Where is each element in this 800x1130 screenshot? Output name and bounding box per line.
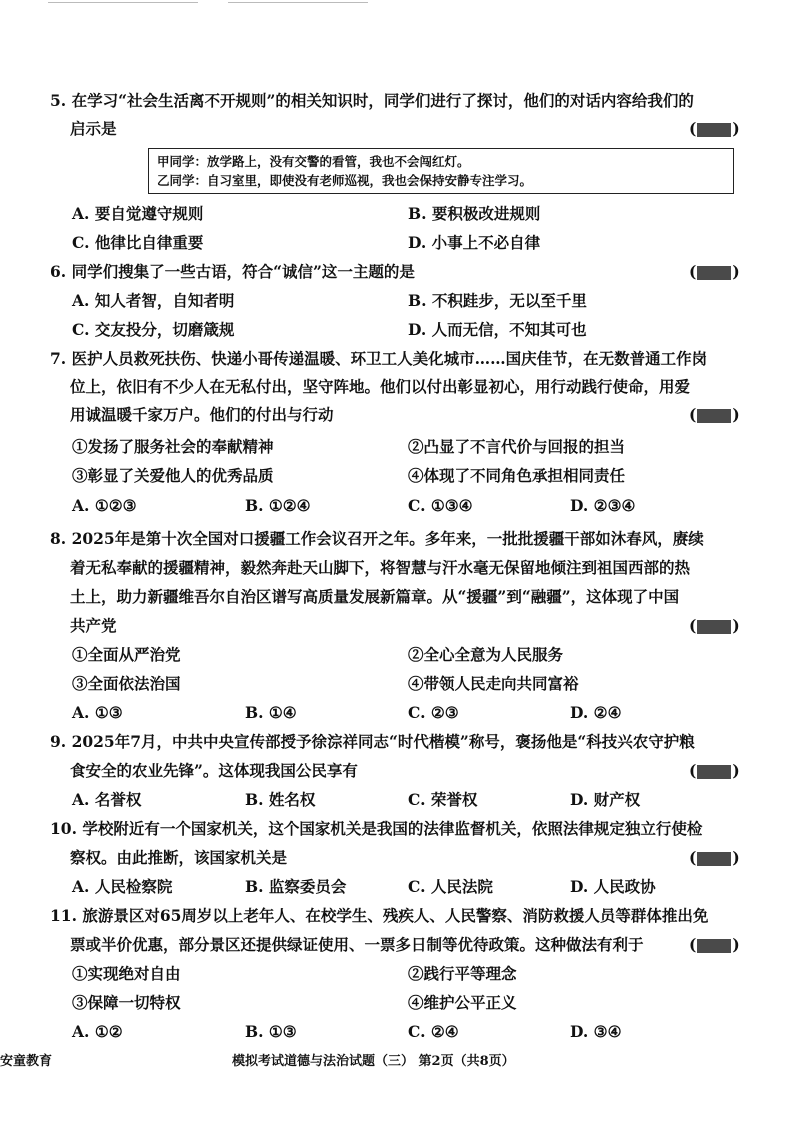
q5-dialogue-box <box>148 148 734 194</box>
q8-statement-3: ③全面依法治国 <box>72 674 181 693</box>
q10-answer-bracket[interactable]: ( ) <box>689 848 740 867</box>
q6-option-a[interactable]: A. 知人者智，自知者明 <box>72 291 235 310</box>
q8-statement-1: ①全面从严治党 <box>72 645 181 664</box>
q10-option-c[interactable]: C. 人民法院 <box>408 877 493 896</box>
q8-option-b[interactable]: B. ①④ <box>245 703 297 722</box>
q11-option-d[interactable]: D. ③④ <box>570 1022 622 1041</box>
q7-answer-bracket[interactable]: ( ) <box>689 405 740 424</box>
q5-option-c[interactable]: C. 他律比自律重要 <box>72 233 204 252</box>
q9-option-a[interactable]: A. 名誉权 <box>72 790 142 809</box>
q10-stem-line2: 察权。由此推断，该国家机关是 <box>70 848 288 867</box>
q11-option-b[interactable]: B. ①③ <box>245 1022 297 1041</box>
q7-statement-1: ①发扬了服务社会的奉献精神 <box>72 437 274 456</box>
q9-stem-line1: 9. 2025年7月，中共中央宣传部授予徐淙祥同志“时代楷模”称号，褒扬他是“科技兴农守护粮 <box>50 732 695 751</box>
q7-statement-2: ②凸显了不言代价与回报的担当 <box>408 437 626 456</box>
q11-statement-2: ②践行平等理念 <box>408 964 517 983</box>
q5-quote-student-a: 甲同学：放学路上，没有交警的看管，我也不会闯红灯。 <box>157 154 470 169</box>
q8-option-d[interactable]: D. ②④ <box>570 703 622 722</box>
q10-option-d[interactable]: D. 人民政协 <box>570 877 656 896</box>
q7-statement-3: ③彰显了关爱他人的优秀品质 <box>72 466 274 485</box>
q5-quote-student-b: 乙同学：自习室里，即使没有老师巡视，我也会保持安静专注学习。 <box>157 173 533 188</box>
footer-brand: 安童教育 <box>0 1054 53 1069</box>
q8-stem-line1: 8. 2025年是第十次全国对口援疆工作会议召开之年。多年来，一批批援疆干部如沐春风，赓续 <box>50 529 704 548</box>
q5-stem-line2: 启示是 <box>70 119 117 138</box>
q5-stem-line1: 5. 在学习“社会生活离不开规则”的相关知识时，同学们进行了探讨，他们的对话内容给我们的 <box>50 91 694 110</box>
q6-option-c[interactable]: C. 交友投分，切磨箴规 <box>72 320 235 339</box>
q11-answer-bracket[interactable]: ( ) <box>689 935 740 954</box>
q11-option-c[interactable]: C. ②④ <box>408 1022 459 1041</box>
q8-stem-line3: 土上，助力新疆维吾尔自治区谱写高质量发展新篇章。从“援疆”到“融疆”，这体现了中国 <box>70 587 680 606</box>
q7-statement-4: ④体现了不同角色承担相同责任 <box>408 466 626 485</box>
q11-statement-3: ③保障一切特权 <box>72 993 181 1012</box>
q7-stem-line3: 用诚温暖千家万户。他们的付出与行动 <box>70 405 334 424</box>
q6-stem-line1: 6. 同学们搜集了一些古语，符合“诚信”这一主题的是 <box>50 262 415 281</box>
q8-stem-line2: 着无私奉献的援疆精神，毅然奔赴天山脚下，将智慧与汗水毫无保留地倾注到祖国西部的热 <box>70 558 691 577</box>
q8-answer-bracket[interactable]: ( ) <box>689 616 740 635</box>
q11-option-a[interactable]: A. ①② <box>72 1022 123 1041</box>
q6-option-b[interactable]: B. 不积跬步，无以至千里 <box>408 291 587 310</box>
q6-option-d[interactable]: D. 人而无信，不知其可也 <box>408 320 587 339</box>
q7-stem-line1: 7. 医护人员救死扶伤、快递小哥传递温暖、环卫工人美化城市……国庆佳节，在无数普通工作岗 <box>50 349 708 368</box>
q5-option-d[interactable]: D. 小事上不必自律 <box>408 233 541 252</box>
q9-option-b[interactable]: B. 姓名权 <box>245 790 316 809</box>
q10-stem-line1: 10. 学校附近有一个国家机关，这个国家机关是我国的法律监督机关，依照法律规定独立行使检 <box>50 819 703 838</box>
q5-option-b[interactable]: B. 要积极改进规则 <box>408 204 541 223</box>
q8-stem-line4: 共产党 <box>70 616 117 635</box>
q9-option-d[interactable]: D. 财产权 <box>570 790 641 809</box>
q8-option-c[interactable]: C. ②③ <box>408 703 459 722</box>
q9-option-c[interactable]: C. 荣誉权 <box>408 790 478 809</box>
top-rule-right <box>228 2 368 3</box>
q7-option-a[interactable]: A. ①②③ <box>72 496 137 515</box>
q9-stem-line2: 食安全的农业先锋”。这体现我国公民享有 <box>70 761 358 780</box>
q8-statement-2: ②全心全意为人民服务 <box>408 645 564 664</box>
footer-page-info: 模拟考试道德与法治试题（三） 第2页（共8页） <box>232 1054 515 1069</box>
q6-answer-bracket[interactable]: ( ) <box>689 262 740 281</box>
q5-answer-bracket[interactable]: ( ) <box>689 119 740 138</box>
q11-stem-line2: 票或半价优惠，部分景区还提供绿证使用、一票多日制等优待政策。这种做法有利于 <box>70 935 644 954</box>
q8-option-a[interactable]: A. ①③ <box>72 703 123 722</box>
q7-option-d[interactable]: D. ②③④ <box>570 496 636 515</box>
q9-answer-bracket[interactable]: ( ) <box>689 761 740 780</box>
q11-statement-1: ①实现绝对自由 <box>72 964 181 983</box>
q11-stem-line1: 11. 旅游景区对65周岁以上老年人、在校学生、残疾人、人民警察、消防救援人员等群体推出免 <box>50 906 709 925</box>
q7-option-c[interactable]: C. ①③④ <box>408 496 473 515</box>
q10-option-b[interactable]: B. 监察委员会 <box>245 877 347 896</box>
q11-statement-4: ④维护公平正义 <box>408 993 517 1012</box>
q7-stem-line2: 位上，依旧有不少人在无私付出，坚守阵地。他们以付出彰显初心，用行动践行使命，用爱 <box>70 377 691 396</box>
q5-option-a[interactable]: A. 要自觉遵守规则 <box>72 204 204 223</box>
top-rule-left <box>48 2 198 3</box>
q10-option-a[interactable]: A. 人民检察院 <box>72 877 173 896</box>
q8-statement-4: ④带领人民走向共同富裕 <box>408 674 579 693</box>
q7-option-b[interactable]: B. ①②④ <box>245 496 311 515</box>
